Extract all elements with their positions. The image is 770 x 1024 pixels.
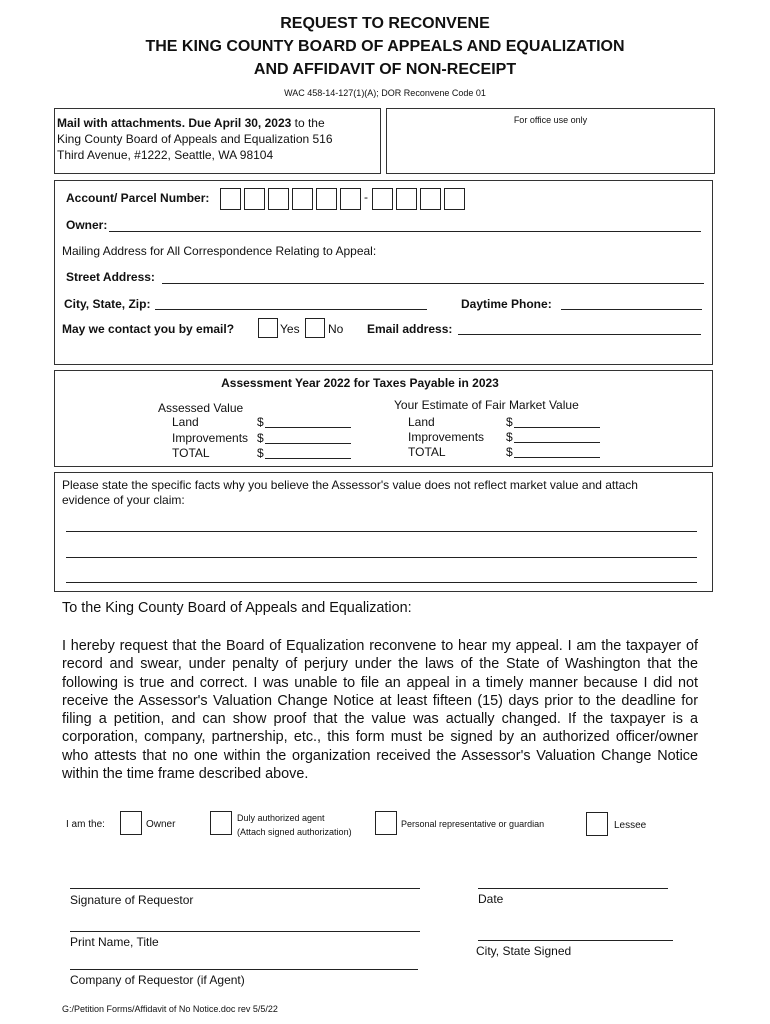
city-signed-line[interactable] <box>478 940 673 941</box>
parcel-digit-box[interactable] <box>316 188 337 210</box>
dollar-sign: $ <box>257 415 264 429</box>
owner-label: Owner: <box>66 218 108 232</box>
facts-prompt: Please state the specific facts why you believe the Assessor's value does not reflect market value and attach evidence of your claim: <box>62 478 638 507</box>
account-label: Account/ Parcel Number: <box>66 191 210 205</box>
affidavit-salutation: To the King County Board of Appeals and Equalization: <box>62 600 412 616</box>
email-address-label: Email address: <box>367 322 453 336</box>
dollar-sign: $ <box>506 415 513 429</box>
email-address-field[interactable] <box>458 334 701 335</box>
street-label: Street Address: <box>66 270 155 284</box>
agent-role-label <box>237 811 352 839</box>
owner-role-label: Owner <box>146 819 176 830</box>
city-state-zip-field[interactable] <box>155 309 427 310</box>
email-no-label: No <box>328 322 344 336</box>
form-title-line1: REQUEST TO RECONVENE <box>280 15 490 32</box>
owner-checkbox[interactable] <box>120 811 142 835</box>
form-title-line2: THE KING COUNTY BOARD OF APPEALS AND EQUALIZATION <box>145 38 625 55</box>
parcel-digit-box[interactable] <box>268 188 289 210</box>
form-code: WAC 458-14-127(1)(A); DOR Reconvene Code 01 <box>284 88 486 98</box>
email-no-checkbox[interactable] <box>305 318 325 338</box>
representative-role-label: Personal representative or guardian <box>401 819 545 829</box>
mail-due-text: Mail with attachments. Due April 30, 2023 <box>57 116 292 130</box>
email-yes-label: Yes <box>280 322 300 336</box>
estimate-title: Your Estimate of Fair Market Value <box>394 398 579 412</box>
dollar-sign: $ <box>506 430 513 444</box>
mail-to-text: to the <box>291 116 325 130</box>
assessed-total-field[interactable] <box>265 458 351 459</box>
signature-line[interactable] <box>70 888 420 889</box>
print-name-line[interactable] <box>70 931 420 932</box>
facts-line[interactable] <box>66 531 697 532</box>
city-label: City, State, Zip: <box>64 297 151 311</box>
parcel-digit-box[interactable] <box>444 188 465 210</box>
city-signed-label: City, State Signed <box>476 944 572 958</box>
phone-label: Daytime Phone: <box>461 297 552 311</box>
facts-line[interactable] <box>66 557 697 558</box>
parcel-digit-box[interactable] <box>420 188 441 210</box>
email-yes-checkbox[interactable] <box>258 318 278 338</box>
estimate-total-label: TOTAL <box>408 445 446 459</box>
mail-address-line2: King County Board of Appeals and Equalization 516 <box>57 132 333 146</box>
company-line[interactable] <box>70 969 418 970</box>
company-label: Company of Requestor (if Agent) <box>70 973 245 987</box>
parcel-digit-box[interactable] <box>244 188 265 210</box>
parcel-dash: - <box>364 190 368 204</box>
lessee-checkbox[interactable] <box>586 812 608 836</box>
mail-address-line3: Third Avenue, #1222, Seattle, WA 98104 <box>57 148 274 162</box>
print-name-label: Print Name, Title <box>70 935 159 949</box>
estimate-land-field[interactable] <box>514 427 600 428</box>
parcel-digit-box[interactable] <box>220 188 241 210</box>
agent-line1: Duly authorized agent <box>237 813 325 823</box>
signature-label: Signature of Requestor <box>70 893 194 907</box>
footer-path: G:/Petition Forms/Affidavit of No Notice.doc rev 5/5/22 <box>62 1004 278 1014</box>
assessed-value-title: Assessed Value <box>158 401 244 415</box>
estimate-improvements-label: Improvements <box>408 430 485 444</box>
assessment-heading: Assessment Year 2022 for Taxes Payable in 2023 <box>221 376 499 390</box>
lessee-role-label: Lessee <box>614 820 647 831</box>
dollar-sign: $ <box>257 446 264 460</box>
daytime-phone-field[interactable] <box>561 309 702 310</box>
assessed-land-field[interactable] <box>265 427 351 428</box>
date-label: Date <box>478 892 504 906</box>
i-am-the-label: I am the: <box>66 819 105 830</box>
parcel-digit-box[interactable] <box>340 188 361 210</box>
representative-checkbox[interactable] <box>375 811 397 835</box>
parcel-digit-box[interactable] <box>292 188 313 210</box>
office-use-box <box>386 108 715 174</box>
form-title-line3: AND AFFIDAVIT OF NON-RECEIPT <box>253 61 517 78</box>
estimate-improvements-field[interactable] <box>514 442 600 443</box>
assessed-improvements-label: Improvements <box>172 431 249 445</box>
agent-checkbox[interactable] <box>210 811 232 835</box>
assessed-land-label: Land <box>172 415 199 429</box>
dollar-sign: $ <box>257 431 264 445</box>
office-use-label: For office use only <box>513 115 588 125</box>
dollar-sign: $ <box>506 445 513 459</box>
street-address-field[interactable] <box>162 283 704 284</box>
email-question: May we contact you by email? <box>62 322 235 336</box>
parcel-digit-box[interactable] <box>396 188 417 210</box>
parcel-digit-box[interactable] <box>372 188 393 210</box>
date-line[interactable] <box>478 888 668 889</box>
owner-field[interactable] <box>109 231 701 232</box>
estimate-total-field[interactable] <box>514 457 600 458</box>
assessed-total-label: TOTAL <box>172 446 210 460</box>
mailing-address-label: Mailing Address for All Correspondence Relating to Appeal: <box>62 244 377 258</box>
assessed-improvements-field[interactable] <box>265 443 351 444</box>
mail-instructions-box <box>54 108 381 174</box>
affidavit-body: I hereby request that the Board of Equalization reconvene to hear my appeal. I am the taxpayer of record and swear, under penalty of perjury under the laws of the State of Washington that the following is true and correct. I was unable to file an appeal in a timely manner because I did not receive the Assessor's Valuation Change Notice at least fifteen (15) days prior to the deadline for filing a petition, and can show proof that the value was actually changed. If the taxpayer is a corporation, company, partnership, etc., this form must be signed by an authorized officer/owner who attests that no one within the organization received the Assessor's Valuation Change Notice within the time frame described above. <box>62 638 698 783</box>
estimate-land-label: Land <box>408 415 435 429</box>
facts-line[interactable] <box>66 582 697 583</box>
agent-line2: (Attach signed authorization) <box>237 827 352 837</box>
